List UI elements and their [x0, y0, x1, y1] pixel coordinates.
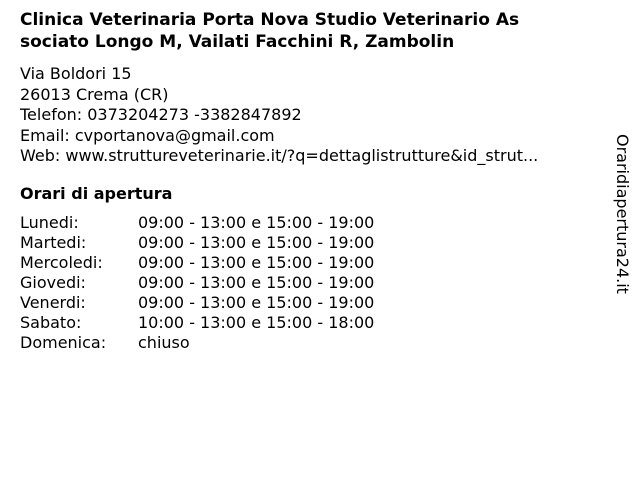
day-hours: 09:00 - 13:00 e 15:00 - 19:00	[138, 253, 375, 272]
day-label: Martedi:	[20, 233, 87, 252]
phone-line: Telefon: 0373204273 -3382847892	[20, 105, 302, 124]
site-brand-watermark: Oraridiapertura24.it	[613, 134, 632, 294]
day-label: Sabato:	[20, 313, 82, 332]
email-line: Email: cvportanova@gmail.com	[20, 125, 275, 145]
address-street: Via Boldori 15	[20, 64, 132, 83]
day-hours: chiuso	[138, 333, 190, 352]
web-line: Web: www.struttureveterinarie.it/?q=dettaglistrutture&id_strut...	[20, 146, 539, 165]
day-label: Lunedi:	[20, 213, 79, 232]
day-hours: 10:00 - 13:00 e 15:00 - 18:00	[138, 313, 375, 332]
day-label: Mercoledi:	[20, 253, 103, 272]
opening-hours-heading: Orari di apertura	[20, 184, 173, 203]
day-hours: 09:00 - 13:00 e 15:00 - 19:00	[138, 273, 375, 292]
day-label: Giovedi:	[20, 273, 86, 292]
day-label: Venerdi:	[20, 293, 86, 312]
day-label: Domenica:	[20, 333, 107, 352]
clinic-name-line-2: sociato Longo M, Vailati Facchini R, Zambolin	[20, 32, 455, 52]
day-hours: 09:00 - 13:00 e 15:00 - 19:00	[138, 213, 375, 232]
clinic-name	[20, 9, 590, 53]
address-city: 26013 Crema (CR)	[20, 84, 169, 104]
contact-info	[20, 64, 600, 167]
day-hours: 09:00 - 13:00 e 15:00 - 19:00	[138, 233, 375, 252]
clinic-name-line-1: Clinica Veterinaria Porta Nova Studio Veterinario As	[20, 10, 520, 30]
day-hours: 09:00 - 13:00 e 15:00 - 19:00	[138, 293, 375, 312]
